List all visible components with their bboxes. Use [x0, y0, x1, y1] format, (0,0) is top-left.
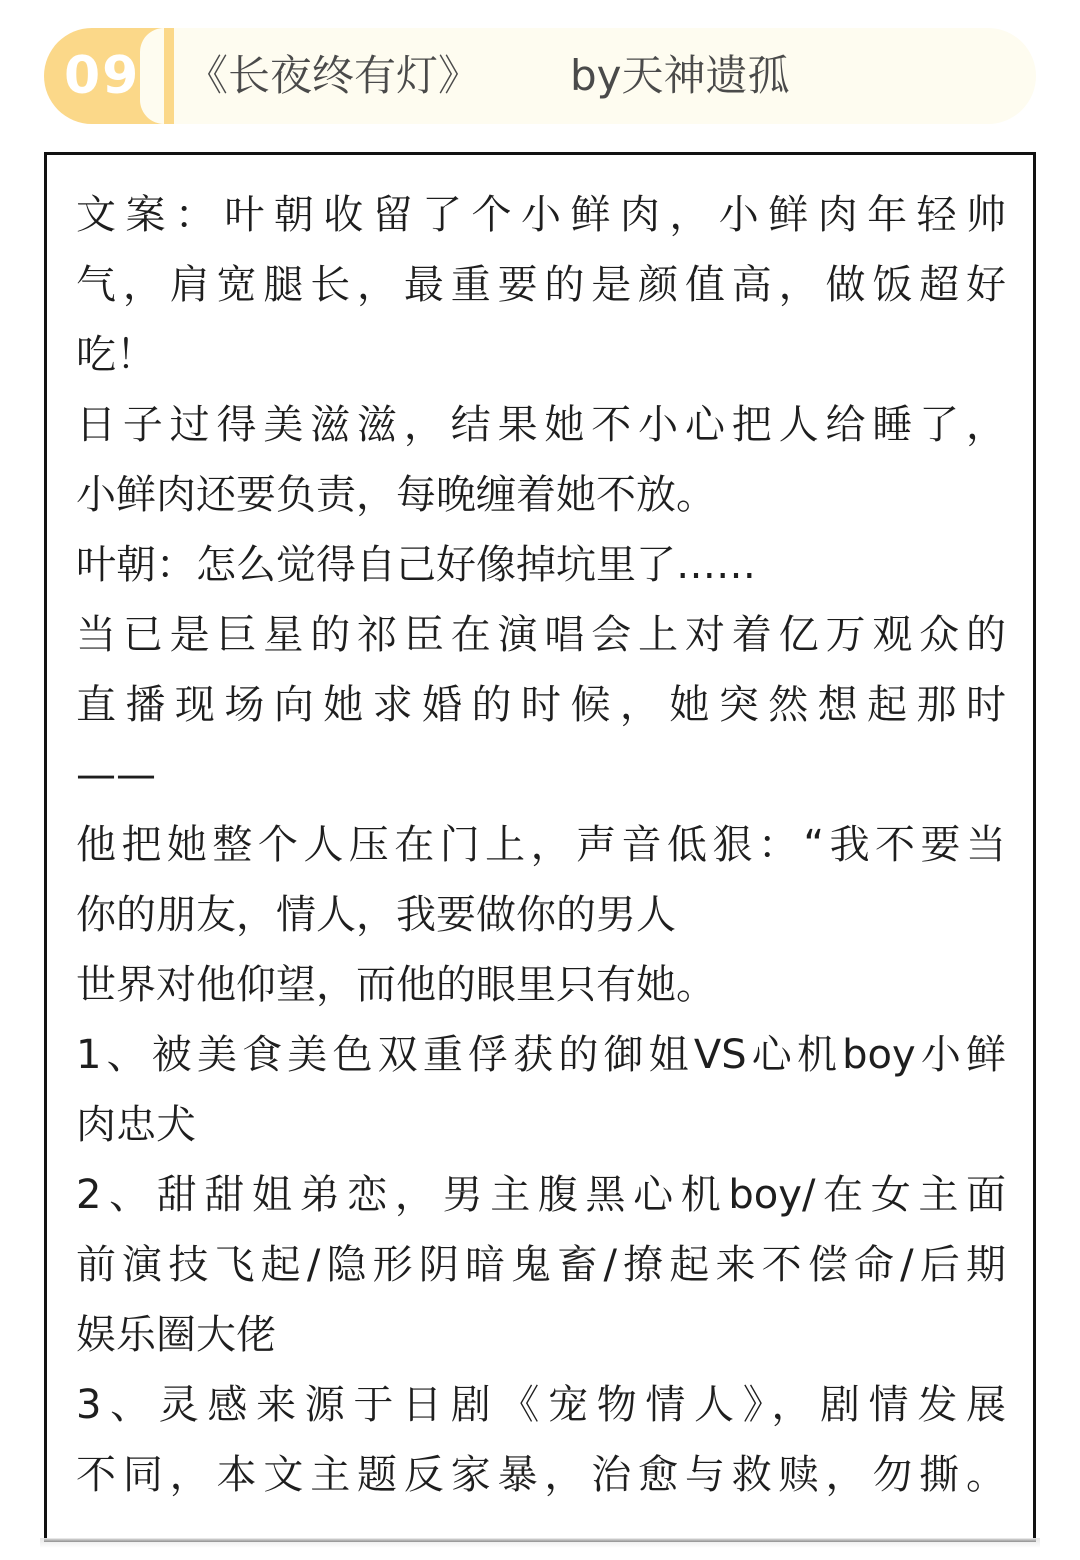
synopsis-line: 1、被美食美色双重俘获的御姐VS心机boy小鲜 — [76, 1032, 1006, 1078]
synopsis-line: 直播现场向她求婚的时候，她突然想起那时 — [76, 682, 1006, 728]
badge-tab-notch — [140, 28, 164, 124]
synopsis-line: 他把她整个人压在门上，声音低狠：“我不要当 — [76, 822, 1006, 868]
book-title: 《长夜终有灯》 — [186, 51, 481, 100]
synopsis-line: 当已是巨星的祁臣在演唱会上对着亿万观众的 — [76, 612, 1006, 658]
synopsis-line: 前演技飞起/隐形阴暗鬼畜/撩起来不偿命/后期 — [76, 1242, 1006, 1288]
synopsis-line: 日子过得美滋滋，结果她不小心把人给睡了， — [76, 402, 1006, 448]
synopsis-line: 不同，本文主题反家暴，治愈与救赎，勿撕。 — [76, 1452, 1006, 1498]
synopsis-line: 肉忠犬 — [76, 1102, 196, 1148]
synopsis-line: 2、甜甜姐弟恋，男主腹黑心机boy/在女主面 — [76, 1172, 1006, 1218]
synopsis-line: 娱乐圈大佬 — [76, 1312, 276, 1358]
synopsis-line: 文案：叶朝收留了个小鲜肉，小鲜肉年轻帅 — [76, 192, 1006, 238]
synopsis-line: 吃！ — [76, 332, 156, 378]
synopsis-line: 叶朝：怎么觉得自己好像掉坑里了…… — [76, 542, 756, 588]
synopsis-line: 你的朋友，情人，我要做你的男人 — [76, 892, 676, 938]
box-shadow — [40, 1538, 1040, 1548]
book-author: by天神遗孤 — [570, 51, 790, 100]
synopsis-line: —— — [76, 752, 156, 798]
synopsis-line: 3、灵感来源于日剧《宠物情人》，剧情发展 — [76, 1382, 1006, 1428]
synopsis-line: 小鲜肉还要负责，每晚缠着她不放。 — [76, 472, 716, 518]
synopsis-line: 气，肩宽腿长，最重要的是颜值高，做饭超好 — [76, 262, 1006, 308]
synopsis-line: 世界对他仰望，而他的眼里只有她。 — [76, 962, 716, 1008]
list-number: 09 — [64, 46, 141, 106]
